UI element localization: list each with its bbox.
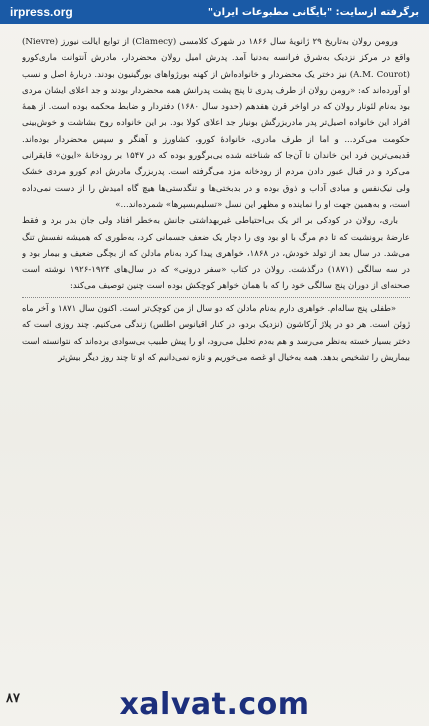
watermark: xalvat.com: [119, 687, 310, 722]
source-banner: [0, 0, 429, 24]
paragraph-ancestry: ورومن رولان به‌تاریخ ۲۹ ژانویهٔ سال ۱۸۶۶ در شهرک کلامسی (Clamecy) از توابع ایالت نیورز (Nievre) واقع در مرکز نزدیک به‌شرق فرانسه به‌دنیا آمد. پدرش امیل رولان محضردار، مادرش آنتوانت ماری‌کورو (A.M. Courot) نیز دختر یک محضردار و خانواده‌اش از کهنه بورژواهای بورگینیون بودند. دربارهٔ اصل و نسب او آورده‌اند که: «رومن رولان از طرف پدری تا پنج پشت پدرانش همه محضردار بودند و جد اعلای ایشان مردی بود به‌نام لئونار رولان که در اواخر قرن هفدهم (حدود سال ۱۶۸۰) دفتردار و ضابط محکمه بوده است. از همهٔ افراد این خانواده اصیل‌تر پدر مادربزرگش بونیار جد اعلای کولا بود. بر این خانواده روح بشاشت و خوش‌بینی حکومت می‌کرد... و اما از طرف مادری، خانوادهٔ کورو، کشاورز و آهنگر و سپس محضردار بوده‌اند. قدیمی‌ترین فرد این خاندان تا آن‌جا که شناخته شده بی‌برگورو بوده که در ۱۵۴۷ بر رودخانهٔ «ایون» قایقرانی می‌کرد و در قبال عبور دادن مردم از رودخانه مزد می‌گرفته است. پدربزرگ مادرش ادم کورو مردی خشک ولی نیک‌نفس و مبادی آداب و ذوق بوده و در بدبختی‌ها و تنگدستی‌ها هیچ گاه امیدش را از دست نمی‌داده است، و به‌همین جهت او را نماینده و مظهر این نسل «تسلیم‌بسپرها» شمرده‌اند...»: [22, 37, 410, 210]
source-credit: برگرفته ازسایت: "بایگانی مطبوعات ایران": [207, 6, 419, 18]
page-number: ۸۷: [6, 691, 20, 706]
quoted-memoir: «طفلی پنج ساله‌ام. خواهری دارم به‌نام مادلن که دو سال از من کوچک‌تر است. اکنون سال ۱۸۷۱ و آخر ماه ژوئن است. هر دو در پلاژ آرکاشون (نزدیک بردو، در کنار اقیانوس اطلس) زندگی می‌کنیم. چند روزی است که دختر بسیار خسته به‌نظر می‌رسد و هم به‌دم تحلیل می‌رود، او را پیش طبیب بی‌سوادی برده‌اند که نتوانسته است بیماریش را تشخیص بدهد. همه به‌خیال او غصه می‌خوریم و تازه نمی‌دانیم که او تا چند روز دیگر بیش‌تر: [22, 297, 410, 366]
body-text: [22, 34, 410, 654]
page-footer: [0, 668, 429, 726]
paragraph-childhood: باری، رولان در کودکی بر اثر یک بی‌احتیاطی غیربهداشتی جانش به‌خطر افتاد ولی جان بدر برد و فقط عارضهٔ برونشیت که تا دم مرگ با او بود وی را دچار یک ضعف جسمانی کرد، به‌طوری که همیشه نفسش تنگ می‌شد. در سال بعد از تولد خودش، در ۱۸۶۸، خواهری پیدا کرد به‌نام مادلن که از بچگی ضعیف و بیمار بود و در سه سالگی (۱۸۷۱) درگذشت. رولان در کتاب «سفر درونی» که در سال‌های ۱۹۲۴-۱۹۲۶ نوشته است صحنه‌ای از دوران پنج سالگی خود را که با همان خواهر کوچکش بوده است چنین توصیف می‌کند:: [22, 216, 410, 292]
site-name[interactable]: irpress.org: [10, 5, 73, 19]
